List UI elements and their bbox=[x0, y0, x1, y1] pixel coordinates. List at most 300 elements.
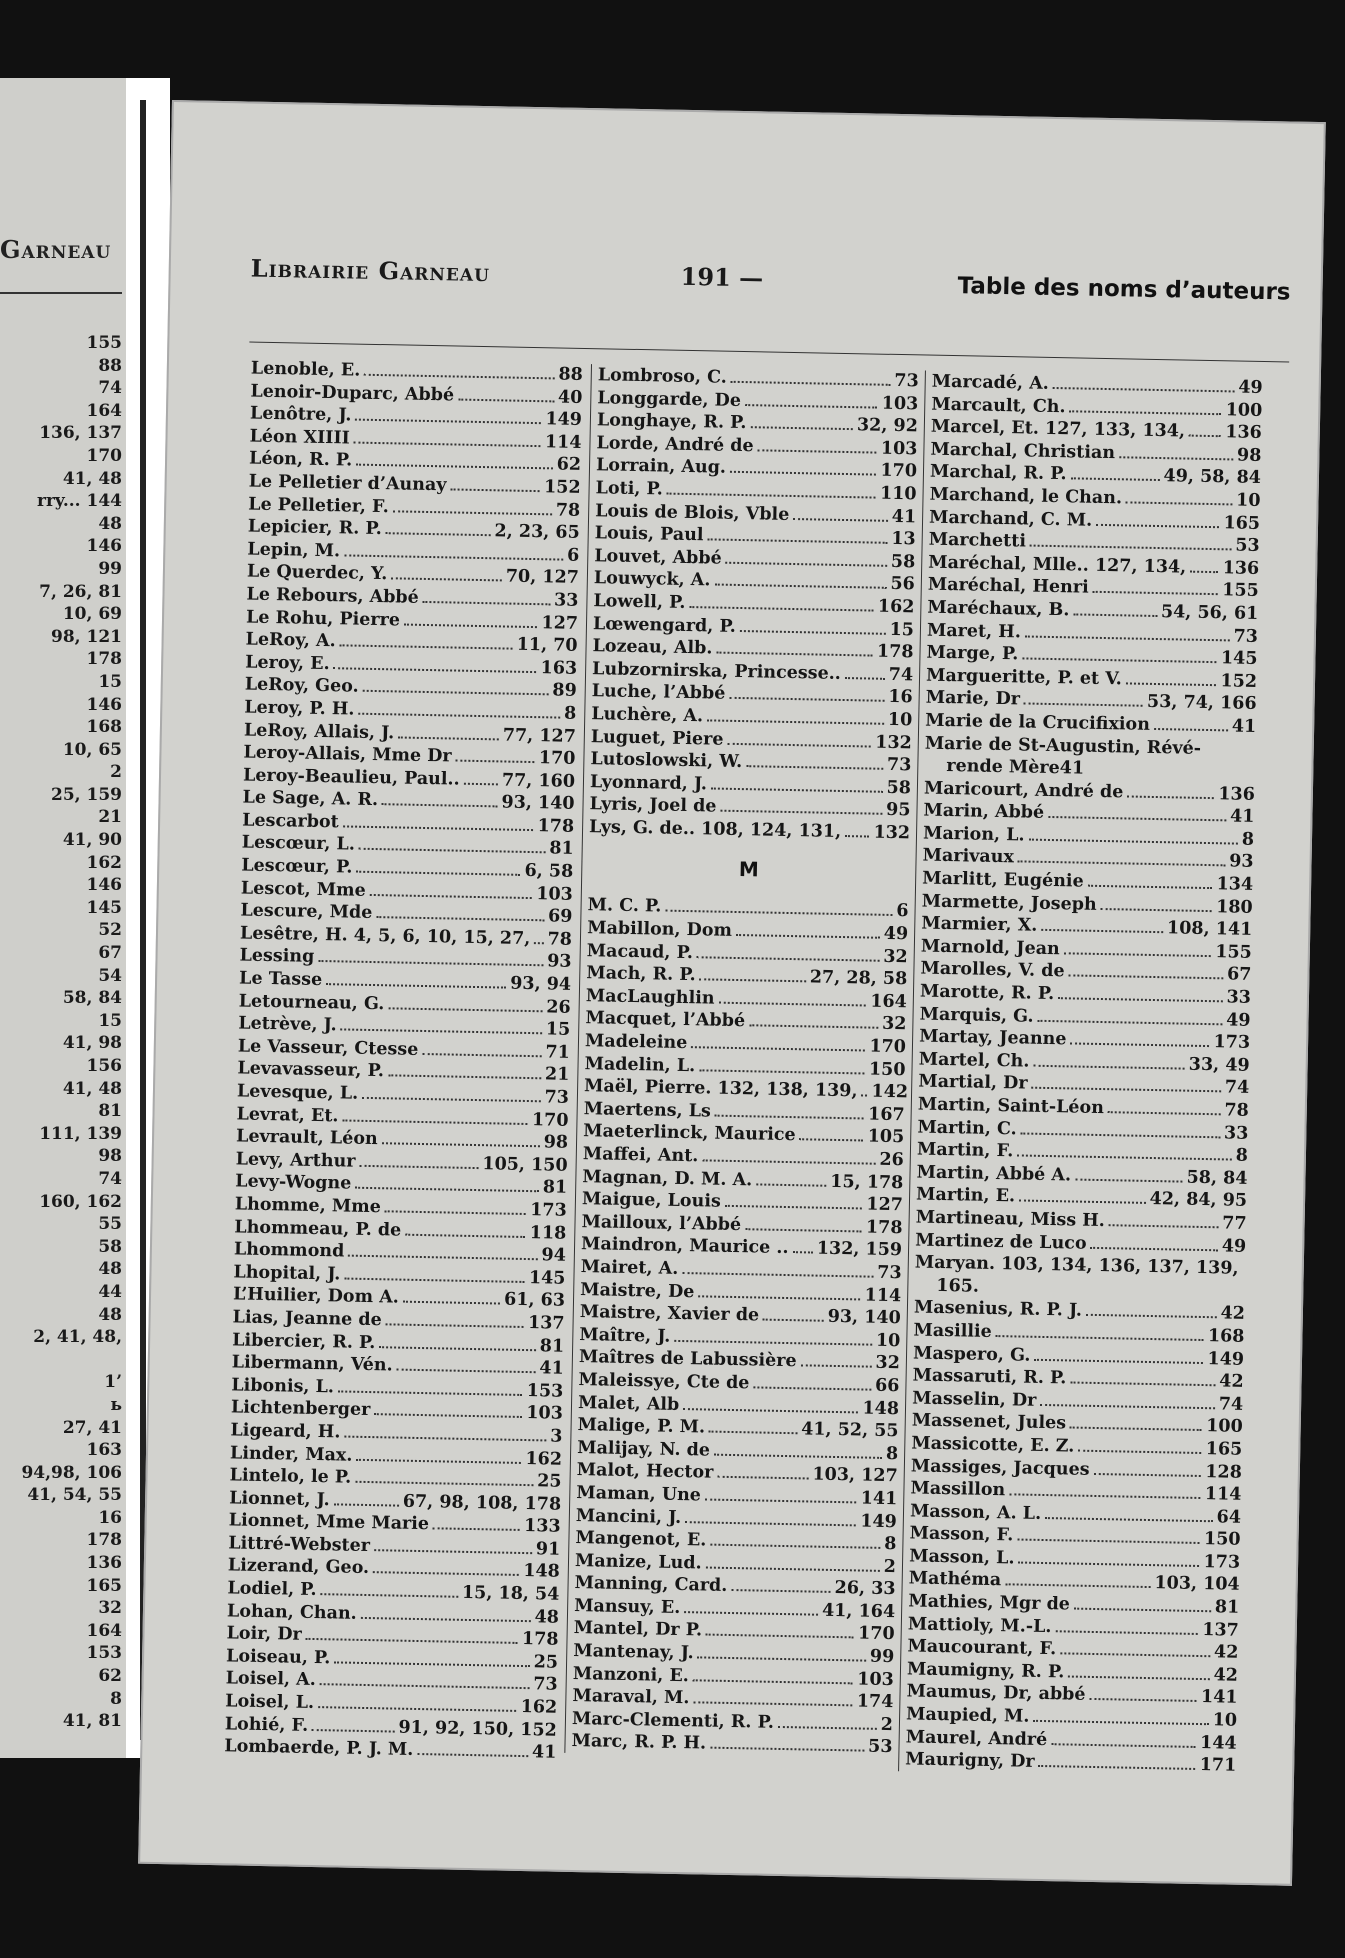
dot-leader bbox=[705, 1498, 857, 1503]
author-name: Levrat, Et. bbox=[236, 1104, 339, 1126]
left-page-header: Garneau bbox=[0, 235, 112, 264]
dot-leader bbox=[793, 518, 888, 522]
author-name: Marchetti bbox=[928, 529, 1027, 552]
dot-leader bbox=[359, 848, 545, 854]
page-references: 152 bbox=[1220, 670, 1258, 692]
author-name: Martin, C. bbox=[917, 1117, 1017, 1139]
page-references: 149 bbox=[545, 409, 583, 431]
page-references: 26 bbox=[546, 996, 571, 1018]
left-page-number: 15 bbox=[98, 1010, 122, 1031]
author-name: Martial, Dr bbox=[918, 1071, 1028, 1095]
page-references: 142 bbox=[871, 1081, 909, 1103]
left-page-number: 7, 26, 81 bbox=[39, 581, 122, 602]
page-references: 32 bbox=[883, 946, 908, 967]
author-name: Marchal, R. P. bbox=[929, 461, 1067, 485]
page-references: 26, 33 bbox=[834, 1578, 896, 1600]
page-references: 61, 63 bbox=[503, 1289, 566, 1312]
page-references: 41 bbox=[1229, 806, 1255, 828]
author-name: Lintelo, le P. bbox=[229, 1465, 352, 1488]
dot-leader bbox=[341, 1029, 542, 1035]
dot-leader bbox=[753, 1386, 871, 1390]
author-name: Mathies, Mgr de bbox=[908, 1591, 1071, 1615]
author-name: Masson, L. bbox=[908, 1546, 1015, 1569]
dot-leader bbox=[403, 1301, 500, 1305]
dot-leader bbox=[1017, 1539, 1200, 1545]
dot-leader bbox=[710, 1544, 880, 1549]
dot-leader bbox=[745, 1228, 862, 1232]
dot-leader bbox=[1126, 501, 1232, 505]
dot-leader bbox=[433, 1528, 520, 1532]
author-name: Linder, Max. bbox=[229, 1442, 353, 1466]
author-name: M. C. P. bbox=[587, 895, 662, 918]
author-name: Le Tasse bbox=[238, 968, 323, 991]
author-name: Marc, R. P. H. bbox=[571, 1731, 707, 1754]
dot-leader bbox=[386, 1323, 524, 1328]
dot-leader bbox=[1189, 435, 1221, 438]
dot-leader bbox=[1048, 816, 1226, 821]
author-name: Loisel, L. bbox=[225, 1691, 315, 1714]
author-name: Marolles, V. de bbox=[920, 958, 1065, 982]
dot-leader bbox=[344, 554, 563, 560]
page-references: 67 bbox=[1226, 964, 1252, 986]
dot-leader bbox=[354, 441, 541, 447]
page-references: 108, 141 bbox=[1166, 918, 1253, 941]
page-references: 103, 127 bbox=[812, 1464, 898, 1487]
page-references: 42, 84, 95 bbox=[1149, 1189, 1248, 1212]
left-page-number: 27, 41 bbox=[62, 1417, 122, 1438]
author-name: Marcault, Ch. bbox=[931, 394, 1066, 417]
left-page-number: 58, 84 bbox=[62, 988, 122, 1009]
dot-leader bbox=[306, 1638, 518, 1644]
page-references: 105, 150 bbox=[482, 1153, 568, 1176]
author-name: Maman, Une bbox=[576, 1482, 702, 1506]
page-references: 93, 94 bbox=[509, 973, 572, 995]
page-references: 73 bbox=[886, 754, 912, 776]
dot-leader bbox=[373, 1572, 519, 1577]
author-name: Massicotte, E. Z. bbox=[911, 1433, 1075, 1457]
dot-leader bbox=[683, 1408, 858, 1413]
page-references: 74 bbox=[888, 664, 914, 686]
dot-leader bbox=[321, 1593, 458, 1598]
page-references: 103 bbox=[526, 1403, 564, 1425]
page-references: 54, 56, 61 bbox=[1160, 602, 1259, 624]
dot-leader bbox=[534, 942, 543, 944]
author-name: rende Mère bbox=[946, 756, 1060, 779]
page-references: 33 bbox=[553, 590, 579, 611]
page-references: 91 bbox=[535, 1539, 561, 1560]
page-references: 128 bbox=[1205, 1461, 1243, 1483]
dot-leader bbox=[799, 1139, 863, 1142]
page-references: 49, 58, 84 bbox=[1163, 466, 1262, 489]
author-name: Manzoni, E. bbox=[572, 1663, 690, 1686]
left-page-number: 52 bbox=[98, 920, 122, 941]
page-references: 145 bbox=[1220, 648, 1258, 670]
author-name: Leroy-Beaulieu, Paul.. bbox=[242, 765, 460, 790]
page-references: 81 bbox=[1214, 1597, 1240, 1618]
dot-leader bbox=[1119, 456, 1233, 460]
dot-leader bbox=[749, 1025, 878, 1029]
author-name: Maréchal, Henri bbox=[927, 574, 1089, 599]
author-name: Lenôtre, J. bbox=[249, 403, 352, 426]
author-name: Ligeard, H. bbox=[230, 1420, 341, 1443]
author-name: Mach, R. P. bbox=[586, 963, 696, 986]
dot-leader bbox=[338, 1390, 523, 1396]
dot-leader bbox=[456, 760, 535, 764]
page-references: 41 bbox=[1231, 716, 1257, 737]
dot-leader bbox=[1017, 1155, 1231, 1161]
left-page-number: 145 bbox=[86, 897, 122, 918]
page-references: 2, 23, 65 bbox=[494, 521, 580, 544]
author-name: Léon XIIII bbox=[249, 426, 350, 449]
dot-leader bbox=[1018, 861, 1225, 867]
page-references: 41 bbox=[1059, 758, 1085, 779]
author-name: Lias, Jeanne de bbox=[232, 1307, 382, 1331]
dot-leader bbox=[684, 1611, 818, 1616]
dot-leader bbox=[698, 1295, 860, 1300]
page-references: 114 bbox=[544, 432, 582, 453]
left-page-number: 41, 48 bbox=[62, 468, 122, 489]
author-name: Maistre, De bbox=[580, 1279, 695, 1302]
page-references: 11, 70 bbox=[516, 634, 578, 657]
page-references: 167 bbox=[867, 1104, 905, 1126]
page-references: 152 bbox=[543, 477, 581, 498]
page-references: 134 bbox=[1216, 874, 1254, 895]
author-name: Maumus, Dr, abbé bbox=[906, 1681, 1086, 1706]
page-references: 93 bbox=[546, 951, 572, 973]
author-name: Lenoble, E. bbox=[250, 358, 361, 381]
dot-leader bbox=[356, 1458, 521, 1463]
dot-leader bbox=[405, 1233, 526, 1237]
left-page-number: 1’ bbox=[104, 1372, 122, 1393]
dot-leader bbox=[1045, 1517, 1212, 1522]
page-references: 15 bbox=[545, 1019, 571, 1041]
author-name: Mancini, J. bbox=[575, 1505, 682, 1528]
dot-leader bbox=[693, 1679, 853, 1684]
author-name: Masillie bbox=[913, 1320, 992, 1342]
page-references: 73 bbox=[544, 1087, 570, 1108]
author-name: Massenet, Jules bbox=[911, 1410, 1067, 1434]
dot-leader bbox=[422, 1053, 541, 1057]
author-name: Lescure, Mde bbox=[240, 900, 373, 924]
author-name: Martin, Abbé A. bbox=[916, 1162, 1072, 1186]
page-references: 133 bbox=[523, 1516, 561, 1538]
dot-leader bbox=[1055, 1630, 1198, 1635]
page-references: 49 bbox=[1221, 1235, 1247, 1257]
author-name: Martay, Jeanne bbox=[918, 1026, 1067, 1050]
author-name: Leroy-Allais, Mme Dr bbox=[243, 742, 452, 767]
author-name: Maîtres de Labussière bbox=[578, 1347, 797, 1372]
page-references: 41, 164 bbox=[821, 1600, 896, 1623]
left-page-number: 41, 81 bbox=[62, 1711, 122, 1732]
left-page-number: 25, 159 bbox=[51, 784, 122, 805]
dot-leader bbox=[355, 1481, 533, 1486]
page-references: 73 bbox=[533, 1674, 558, 1696]
dot-leader bbox=[1126, 682, 1217, 686]
page-references: 132 bbox=[875, 732, 912, 753]
dot-leader bbox=[1078, 1450, 1202, 1454]
left-page-number: 81 bbox=[98, 1101, 122, 1122]
author-name: Maertens, Ls bbox=[583, 1098, 712, 1122]
author-name: Lescœur, P. bbox=[241, 855, 353, 878]
author-name: Martel, Ch. bbox=[918, 1049, 1030, 1072]
page-references: 32 bbox=[881, 1014, 907, 1035]
author-name: Marlitt, Eugénie bbox=[921, 868, 1084, 892]
dot-leader bbox=[417, 1753, 528, 1757]
author-name: Mantel, Dr P. bbox=[573, 1618, 703, 1641]
left-page-number: 74 bbox=[98, 378, 122, 399]
dot-leader bbox=[356, 464, 553, 470]
author-name: Maleissye, Cte de bbox=[578, 1369, 750, 1394]
author-name: Maucourant, F. bbox=[907, 1636, 1057, 1660]
dot-leader bbox=[1093, 591, 1219, 595]
author-name: Lhommond bbox=[233, 1239, 345, 1262]
dot-leader bbox=[374, 1549, 532, 1554]
running-title: Librairie Garneau bbox=[250, 253, 491, 288]
author-name: Loiseau, P. bbox=[225, 1646, 331, 1669]
dot-leader bbox=[682, 1272, 873, 1278]
page-references: 77 bbox=[1222, 1213, 1247, 1234]
author-name: L’Huilier, Dom A. bbox=[232, 1284, 400, 1308]
left-page-number: 48 bbox=[98, 513, 122, 534]
dot-leader bbox=[1090, 1246, 1217, 1250]
dot-leader bbox=[361, 1617, 531, 1622]
author-name: Le Pelletier d’Aunay bbox=[248, 471, 447, 496]
dot-leader bbox=[740, 630, 886, 635]
left-page-number: 162 bbox=[86, 852, 122, 873]
left-page-number: 163 bbox=[86, 1440, 122, 1461]
dot-leader bbox=[1154, 728, 1228, 731]
dot-leader bbox=[359, 1165, 478, 1169]
dot-leader bbox=[1070, 1427, 1202, 1432]
author-name: Marion, L. bbox=[922, 823, 1025, 846]
author-name: Massillon bbox=[910, 1478, 1006, 1501]
page-references: 77, 127 bbox=[502, 724, 577, 747]
author-name: Manize, Lud. bbox=[574, 1550, 702, 1574]
author-name: Luguet, Piere bbox=[590, 726, 724, 750]
author-name: Le Sage, A. R. bbox=[242, 787, 379, 811]
author-name: Lozeau, Alb. bbox=[592, 636, 713, 659]
author-name: Madeleine bbox=[584, 1031, 688, 1054]
page-references: 132 bbox=[873, 822, 911, 844]
dot-leader bbox=[334, 1661, 529, 1667]
author-name: Maurigny, Dr bbox=[905, 1749, 1035, 1773]
page-references: 58 bbox=[886, 777, 912, 798]
page-references: 6, 58 bbox=[524, 860, 574, 882]
author-name: Maigue, Louis bbox=[581, 1189, 721, 1212]
dot-leader bbox=[702, 1159, 875, 1164]
author-name: Loti, P. bbox=[595, 478, 664, 500]
author-name: Lichtenberger bbox=[230, 1397, 371, 1421]
page-references: 93 bbox=[1229, 851, 1254, 873]
page-references: 103 bbox=[881, 393, 919, 414]
page-references: 74 bbox=[1218, 1394, 1244, 1415]
page-references: 100 bbox=[1225, 399, 1263, 421]
dot-leader bbox=[344, 1277, 525, 1282]
page-references: 137 bbox=[1202, 1619, 1240, 1641]
author-name: Lys, G. de.. 108, 124, 131, bbox=[588, 817, 842, 842]
author-name: Maspero, G. bbox=[912, 1342, 1031, 1366]
author-name: Marchal, Christian bbox=[930, 439, 1116, 463]
dot-leader bbox=[667, 493, 876, 499]
page-references: 141 bbox=[860, 1488, 898, 1510]
author-name: Lyris, Joel de bbox=[589, 794, 717, 817]
page-references: 41 bbox=[539, 1358, 564, 1379]
author-name: Masenius, R. P. J. bbox=[913, 1297, 1083, 1322]
author-name: Maréchaux, B. bbox=[927, 597, 1070, 621]
page-references: 64 bbox=[1216, 1507, 1242, 1528]
page-references: 178 bbox=[521, 1629, 559, 1650]
author-name: Lepicier, R. P. bbox=[247, 516, 382, 540]
author-name: Lohié, F. bbox=[224, 1713, 309, 1736]
page-references: 78 bbox=[555, 500, 581, 521]
left-page-number: 88 bbox=[98, 355, 122, 376]
dot-leader bbox=[1005, 1584, 1150, 1589]
dot-leader bbox=[1088, 885, 1213, 889]
page-references: 8 bbox=[1241, 829, 1255, 850]
section-letter: M bbox=[738, 857, 760, 882]
left-page-number: 153 bbox=[86, 1643, 122, 1664]
page-references: 3 bbox=[550, 1426, 563, 1447]
page-references: 95 bbox=[885, 800, 911, 821]
author-name: Louvet, Abbé bbox=[594, 545, 722, 569]
author-name: Lescœur, L. bbox=[241, 832, 356, 856]
left-page-number: 58 bbox=[98, 1236, 122, 1257]
author-name: Lhommeau, P. de bbox=[234, 1216, 402, 1241]
author-name: Lombaerde, P. J. M. bbox=[224, 1736, 414, 1761]
page-references: 81 bbox=[549, 838, 574, 860]
author-name: Marchand, le Chan. bbox=[929, 484, 1123, 509]
dot-leader bbox=[730, 471, 877, 476]
page-references: 149 bbox=[860, 1510, 898, 1532]
author-name: Marie de la Crucifixion bbox=[925, 710, 1151, 735]
page-references: 10 bbox=[887, 709, 913, 731]
left-page-number: 155 bbox=[86, 333, 122, 353]
dot-leader bbox=[397, 1369, 536, 1374]
page-references: 2 bbox=[883, 1556, 897, 1577]
page-references: 91, 92, 150, 152 bbox=[398, 1717, 557, 1741]
dot-leader bbox=[727, 742, 871, 747]
dot-leader bbox=[736, 934, 880, 939]
page-references: 53 bbox=[867, 1737, 893, 1758]
dot-leader bbox=[1060, 1653, 1210, 1658]
author-name: Marquis, G. bbox=[919, 1004, 1034, 1027]
page-references: 93, 140 bbox=[501, 792, 575, 815]
page-references: 8 bbox=[884, 1534, 897, 1555]
dot-leader bbox=[698, 1656, 866, 1661]
author-name: Lorrain, Aug. bbox=[595, 455, 727, 479]
page-references: 71 bbox=[545, 1042, 570, 1063]
page-references: 70, 127 bbox=[505, 566, 580, 589]
index-column-3 bbox=[898, 371, 1263, 1778]
dot-leader bbox=[1070, 478, 1159, 482]
page-references: 73 bbox=[1233, 626, 1259, 647]
page-references: 73 bbox=[894, 370, 919, 392]
author-name: Mattioly, M.-L. bbox=[907, 1614, 1052, 1637]
dot-leader bbox=[342, 1119, 528, 1125]
dot-leader bbox=[1093, 1472, 1201, 1476]
page-references: 15 bbox=[889, 619, 915, 640]
author-name: Martin, E. bbox=[915, 1184, 1016, 1207]
page-references: 103 bbox=[536, 883, 574, 905]
author-name: Le Vasseur, Ctesse bbox=[237, 1036, 419, 1060]
left-page-number: 21 bbox=[98, 807, 122, 828]
author-name: Mathéma bbox=[908, 1568, 1002, 1591]
dot-leader bbox=[393, 510, 552, 515]
author-name: Malijay, N. de bbox=[577, 1437, 711, 1461]
page-references: 93, 140 bbox=[827, 1306, 901, 1329]
author-name: Malige, P. M. bbox=[577, 1415, 706, 1438]
dot-leader bbox=[1101, 908, 1213, 912]
author-name: Maffei, Ant. bbox=[582, 1144, 699, 1167]
dot-leader bbox=[1034, 1358, 1203, 1363]
author-name: Levavasseur, P. bbox=[237, 1058, 385, 1082]
page-references: 180 bbox=[1215, 896, 1253, 918]
author-name: Marc-Clementi, R. P. bbox=[571, 1708, 775, 1733]
page-references: 170 bbox=[880, 461, 918, 482]
left-page-number: 178 bbox=[86, 1530, 122, 1551]
author-name: Maupied, M. bbox=[905, 1704, 1030, 1727]
page-references: 42 bbox=[1219, 1371, 1244, 1392]
dot-leader bbox=[1018, 1561, 1199, 1566]
dot-leader bbox=[1041, 929, 1163, 933]
dot-leader bbox=[1069, 410, 1221, 415]
dot-leader bbox=[845, 677, 885, 680]
left-page-number: 146 bbox=[86, 536, 122, 557]
author-name: Marivaux bbox=[922, 846, 1015, 868]
dot-leader bbox=[374, 1413, 522, 1418]
author-name: Mantenay, J. bbox=[573, 1641, 694, 1664]
author-name: Mabillon, Dom bbox=[586, 918, 733, 941]
dot-leader bbox=[709, 1431, 797, 1435]
dot-leader bbox=[715, 1114, 864, 1119]
author-name: Martineau, Miss H. bbox=[915, 1207, 1106, 1232]
page-references: 6 bbox=[896, 901, 909, 922]
dot-leader bbox=[763, 1319, 824, 1322]
author-name: Levy-Wogne bbox=[235, 1171, 352, 1195]
page-references: 132, 159 bbox=[816, 1238, 903, 1261]
dot-leader bbox=[363, 690, 549, 696]
left-page-rule bbox=[0, 292, 122, 294]
dot-leader bbox=[699, 1069, 865, 1074]
author-name: Loir, Dr bbox=[226, 1623, 302, 1646]
author-name: Lizerand, Geo. bbox=[227, 1555, 370, 1579]
index-entry bbox=[571, 1730, 892, 1759]
page-references: 27, 28, 58 bbox=[809, 967, 908, 990]
dot-leader bbox=[757, 449, 876, 453]
dot-leader bbox=[710, 1747, 864, 1752]
author-name: Lescarbot bbox=[241, 810, 339, 833]
dot-leader bbox=[1031, 1087, 1220, 1093]
dot-leader bbox=[364, 374, 554, 380]
page-references: 141 bbox=[1200, 1687, 1238, 1709]
page-references: 53 bbox=[1235, 535, 1260, 557]
dot-leader bbox=[697, 956, 879, 962]
page-references: 174 bbox=[856, 1691, 894, 1713]
dot-leader bbox=[792, 1251, 812, 1253]
page-references: 56 bbox=[890, 574, 916, 595]
dot-leader bbox=[706, 1566, 880, 1571]
page-references: 41 bbox=[531, 1742, 557, 1763]
dot-leader bbox=[1070, 1043, 1209, 1048]
dot-leader bbox=[800, 1365, 871, 1368]
page-references: 10 bbox=[875, 1330, 901, 1351]
dot-leader bbox=[996, 1335, 1204, 1341]
author-name: Lœwengard, P. bbox=[592, 613, 736, 637]
left-page-numbers bbox=[0, 332, 122, 1733]
dot-leader bbox=[388, 1007, 542, 1012]
page-references: 178 bbox=[876, 641, 914, 663]
page-references: 103 bbox=[857, 1669, 894, 1690]
